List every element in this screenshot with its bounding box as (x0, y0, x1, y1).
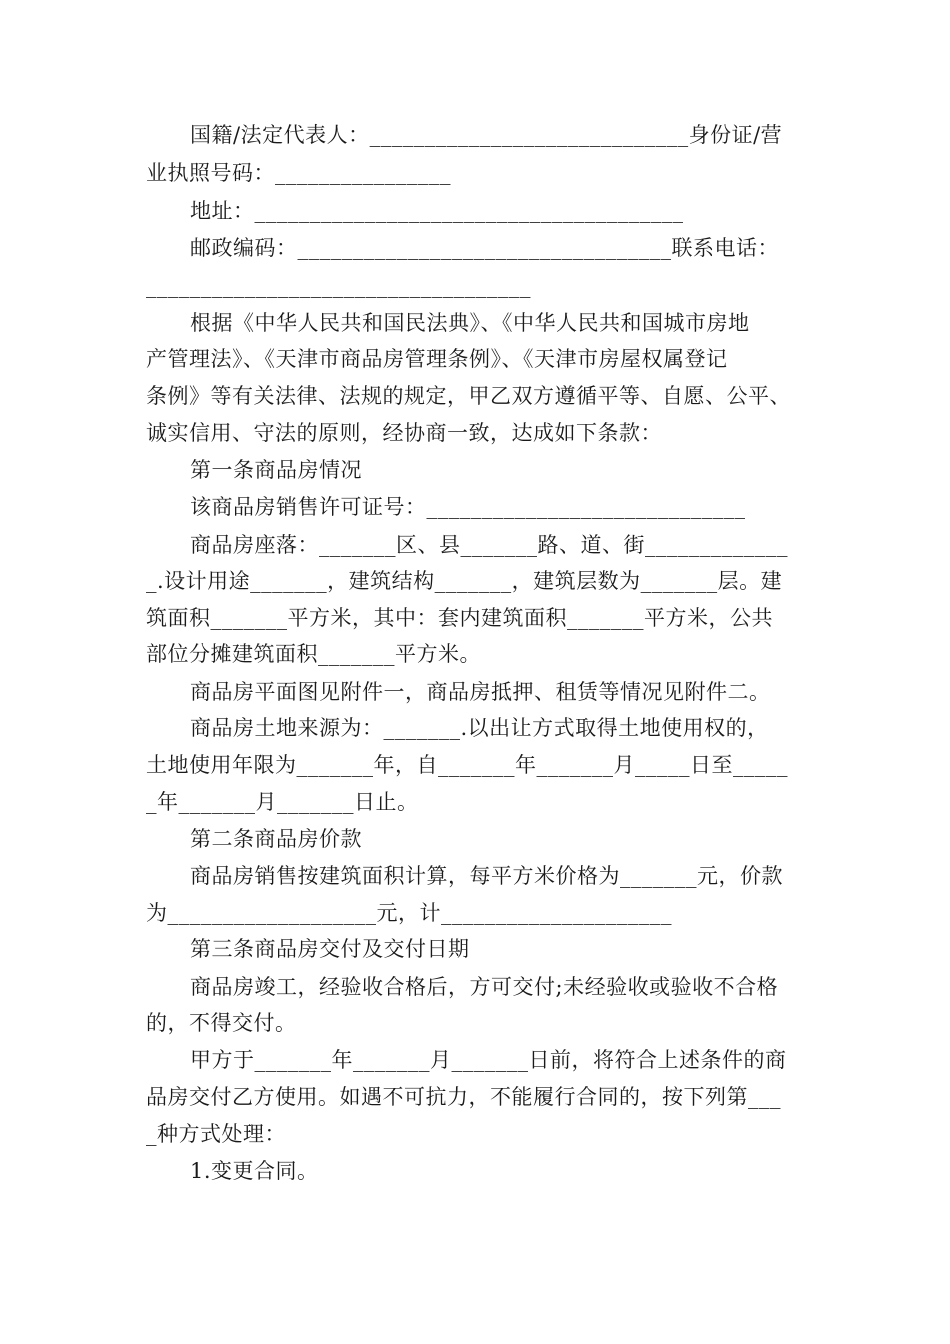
text-line: _年_______月_______日止。 (146, 790, 419, 814)
text-line: 品房交付乙方使用。如遇不可抗力，不能履行合同的，按下列第___ (146, 1085, 781, 1109)
text-line: 筑面积_______平方米，其中：套内建筑面积_______平方米，公共 (146, 606, 773, 630)
text-line: 地址：_______________________________________ (190, 199, 684, 223)
list-item: 1.变更合同。 (190, 1159, 319, 1183)
text-line: 土地使用年限为_______年，自_______年_______月_____日至_____ (146, 753, 788, 777)
text-line: 该商品房销售许可证号：_____________________________ (190, 495, 746, 519)
text-line: 部位分摊建筑面积_______平方米。 (146, 642, 481, 666)
text-line: 商品房平面图见附件一，商品房抵押、租赁等情况见附件二。 (190, 680, 771, 704)
text-line: 的，不得交付。 (146, 1011, 297, 1035)
text-line: 业执照号码：________________ (146, 161, 451, 185)
text-line: 商品房销售按建筑面积计算，每平方米价格为_______元，价款 (190, 864, 783, 888)
text-line: 产管理法》、《天津市商品房管理条例》、《天津市房屋权属登记 (146, 347, 728, 371)
text-line: 邮政编码：__________________________________联系电话： (190, 236, 779, 260)
section-heading: 第二条商品房价款 (190, 827, 362, 851)
text-line: _种方式处理： (146, 1122, 286, 1146)
text-line: 国籍/法定代表人：_____________________________身份证/营 (190, 123, 783, 147)
text-line: 根据《中华人民共和国民法典》、《中华人民共和国城市房地 (190, 311, 750, 335)
text-line: 为___________________元，计_____________________ (146, 901, 672, 925)
text-line: 商品房竣工，经验收合格后，方可交付;未经验收或验收不合格 (190, 975, 779, 999)
text-line: 条例》等有关法律、法规的规定，甲乙双方遵循平等、自愿、公平、 (146, 384, 791, 408)
section-heading: 第三条商品房交付及交付日期 (190, 937, 470, 961)
text-line: 商品房土地来源为：_______.以出让方式取得土地使用权的， (190, 716, 769, 740)
text-line: 诚实信用、守法的原则，经协商一致，达成如下条款： (146, 421, 662, 445)
text-line: 甲方于_______年_______月_______日前，将符合上述条件的商 (190, 1048, 787, 1072)
text-line: _.设计用途_______，建筑结构_______，建筑层数为_______层。建 (146, 569, 783, 593)
text-line: ___________________________________ (146, 274, 531, 298)
text-line: 商品房座落：_______区、县_______路、道、街_____________ (190, 533, 788, 557)
section-heading: 第一条商品房情况 (190, 458, 362, 482)
